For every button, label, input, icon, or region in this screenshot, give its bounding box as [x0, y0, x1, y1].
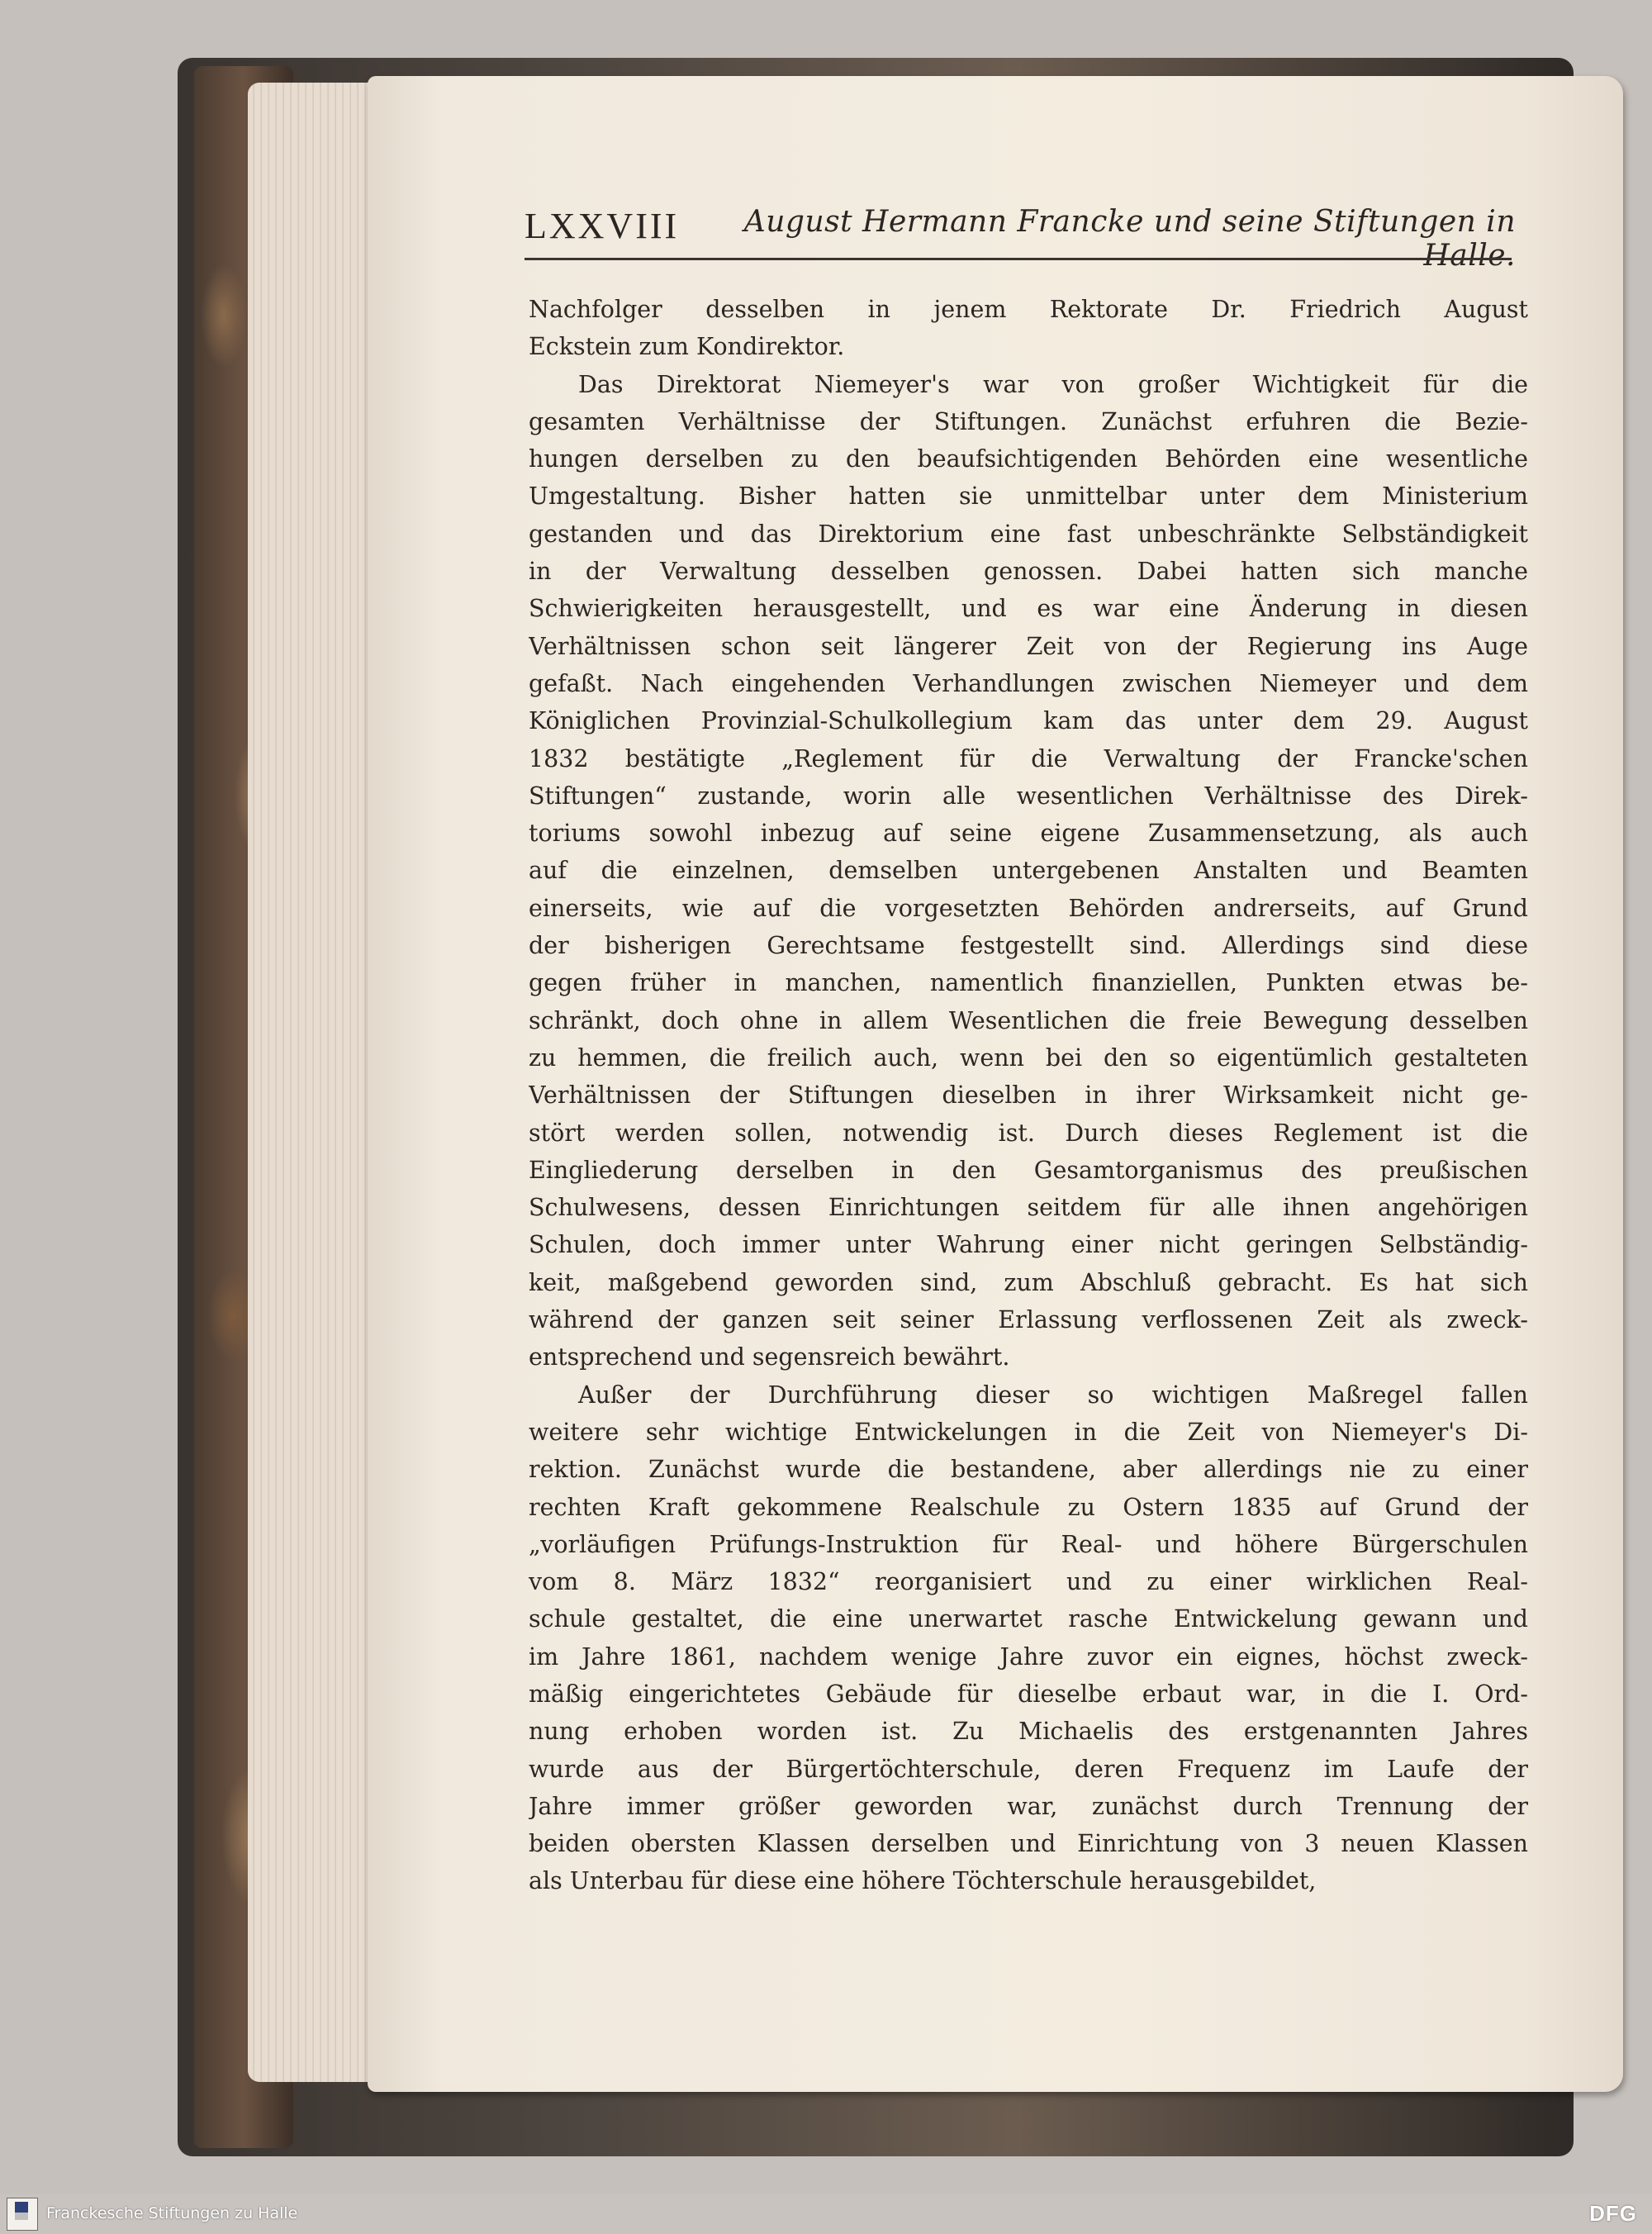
- text-line: Das Direktorat Niemeyer's war von großer Wichtigkeit für die: [578, 370, 1528, 398]
- text-line: keit, maßgebend geworden sind, zum Abschluß gebracht. Es hat sich: [529, 1268, 1528, 1296]
- text-line: gestanden und das Direktorium eine fast unbeschränkte Selbständigkeit: [529, 520, 1528, 548]
- text-line: Königlichen Provinzial-Schulkollegium kam das unter dem 29. August: [529, 707, 1528, 735]
- logo-icon: [15, 2202, 28, 2220]
- body-text: [529, 291, 1528, 1900]
- text-line: Schulen, doch immer unter Wahrung einer nicht geringen Selbständig-: [529, 1231, 1528, 1259]
- text-line: schule gestaltet, die eine unerwartet rasche Entwickelung gewann und: [529, 1605, 1528, 1633]
- text-line: beiden obersten Klassen derselben und Einrichtung von 3 neuen Klassen: [529, 1830, 1528, 1858]
- text-line: stört werden sollen, notwendig ist. Durch dieses Reglement ist die: [529, 1119, 1528, 1147]
- text-line: als Unterbau für diese eine höhere Töchterschule herausgebildet,: [529, 1867, 1317, 1895]
- text-line: 1832 bestätigte „Reglement für die Verwaltung der Francke'schen: [529, 744, 1528, 772]
- text-line: Eckstein zum Kondirektor.: [529, 333, 845, 361]
- text-line: der bisherigen Gerechtsame festgestellt sind. Allerdings sind diese: [529, 932, 1528, 960]
- text-line: „vorläufigen Prüfungs-Instruktion für Real- und höhere Bürgerschulen: [529, 1530, 1528, 1558]
- text-line: gefaßt. Nach eingehenden Verhandlungen zwischen Niemeyer und dem: [529, 669, 1528, 697]
- text-line: Jahre immer größer geworden war, zunächst durch Trennung der: [529, 1792, 1528, 1820]
- header-rule: [525, 258, 1512, 260]
- text-line: Umgestaltung. Bisher hatten sie unmittelbar unter dem Ministerium: [529, 482, 1528, 511]
- text-line: mäßig eingerichtetes Gebäude für dieselbe erbaut war, in die I. Ord-: [529, 1680, 1528, 1708]
- text-line: wurde aus der Bürgertöchterschule, deren Frequenz im Laufe der: [529, 1755, 1528, 1783]
- text-line: im Jahre 1861, nachdem wenige Jahre zuvor ein eignes, höchst zweck-: [529, 1642, 1528, 1671]
- page-header: [525, 205, 1516, 273]
- text-line: Stiftungen“ zustande, worin alle wesentlichen Verhältnisse des Direk-: [529, 782, 1528, 810]
- text-line: weitere sehr wichtige Entwickelungen in die Zeit von Niemeyer's Di-: [529, 1418, 1528, 1446]
- text-line: Nachfolger desselben in jenem Rektorate Dr. Friedrich August: [529, 296, 1528, 323]
- institution-name[interactable]: Franckesche Stiftungen zu Halle: [46, 2204, 298, 2222]
- running-title: August Hermann Francke und seine Stiftungen in Halle.: [743, 205, 1516, 273]
- text-line: in der Verwaltung desselben genossen. Dabei hatten sich manche: [529, 558, 1528, 586]
- dfg-logo[interactable]: DFG: [1589, 2201, 1637, 2226]
- text-line: Eingliederung derselben in den Gesamtorganismus des preußischen: [529, 1156, 1528, 1184]
- text-line: Schulwesens, dessen Einrichtungen seitdem für alle ihnen angehörigen: [529, 1194, 1528, 1222]
- text-line: Verhältnissen schon seit längerer Zeit von der Regierung ins Auge: [529, 632, 1528, 660]
- text-line: rechten Kraft gekommene Realschule zu Ostern 1835 auf Grund der: [529, 1493, 1528, 1521]
- text-line: schränkt, doch ohne in allem Wesentlichen die freie Bewegung desselben: [529, 1006, 1528, 1034]
- institution-logo[interactable]: [7, 2198, 38, 2231]
- text-line: nung erhoben worden ist. Zu Michaelis des erstgenannten Jahres: [529, 1718, 1528, 1746]
- text-line: entsprechend und segensreich bewährt.: [529, 1343, 1010, 1371]
- text-line: einerseits, wie auf die vorgesetzten Behörden andrerseits, auf Grund: [529, 894, 1528, 922]
- text-line: auf die einzelnen, demselben untergebenen Anstalten und Beamten: [529, 857, 1528, 885]
- text-line: rektion. Zunächst wurde die bestandene, aber allerdings nie zu einer: [529, 1456, 1528, 1484]
- text-line: Schwierigkeiten herausgestellt, und es war eine Änderung in diesen: [529, 595, 1528, 623]
- text-line: Außer der Durchführung dieser so wichtigen Maßregel fallen: [578, 1381, 1528, 1409]
- text-line: gegen früher in manchen, namentlich finanziellen, Punkten etwas be-: [529, 969, 1528, 997]
- text-line: gesamten Verhältnisse der Stiftungen. Zunächst erfuhren die Bezie-: [529, 407, 1528, 435]
- page-number: LXXVIII: [525, 206, 680, 246]
- text-line: zu hemmen, die freilich auch, wenn bei den so eigentümlich gestalteten: [529, 1043, 1528, 1072]
- text-line: vom 8. März 1832“ reorganisiert und zu einer wirklichen Real-: [529, 1568, 1528, 1596]
- text-line: toriums sowohl inbezug auf seine eigene Zusammensetzung, als auch: [529, 820, 1528, 848]
- text-line: Verhältnissen der Stiftungen dieselben in ihrer Wirksamkeit nicht ge-: [529, 1081, 1528, 1110]
- text-line: hungen derselben zu den beaufsichtigenden Behörden eine wesentliche: [529, 445, 1528, 473]
- text-line: während der ganzen seit seiner Erlassung verflossenen Zeit als zweck-: [529, 1306, 1528, 1334]
